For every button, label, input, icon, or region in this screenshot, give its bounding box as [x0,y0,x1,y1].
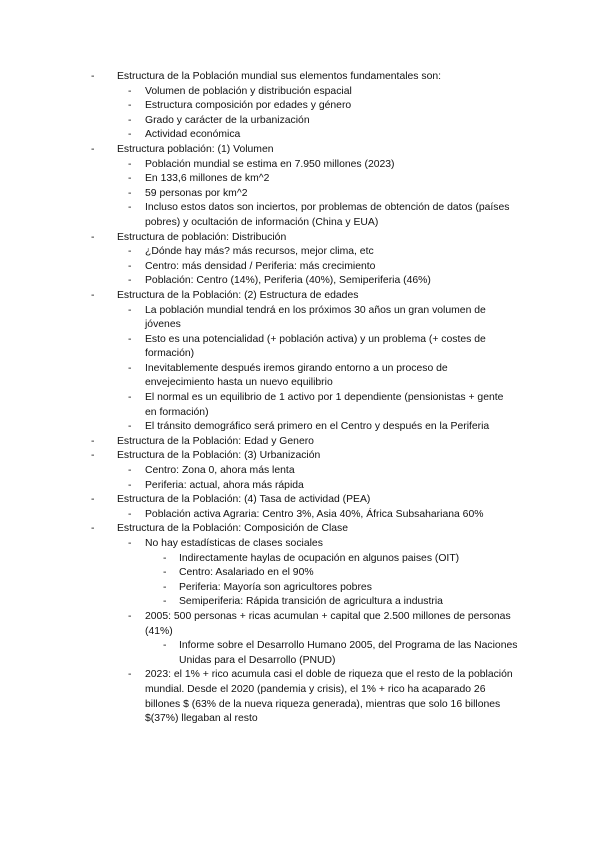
list-item [0,552,519,567]
list-item-text: - Estructura población: (1) Volumen [117,143,274,155]
sub-list [117,245,517,289]
list-item-text: - Semiperiferia: Rápida transición de agricultura a industria [179,596,443,608]
list-item-text: - Volumen de población y distribución espacial [145,85,352,97]
list-item [0,70,517,143]
list-item-text: - 59 personas por km^2 [145,187,248,199]
list-item [0,537,515,610]
list-item [0,391,515,420]
list-item-text: - ¿Dónde hay más? más recursos, mejor clima, etc [145,246,374,258]
list-item-text: - Esto es una potencialidad (+ población activa) y un problema (+ costes de formación) [145,333,486,360]
list-item-text: - Estructura de la Población mundial sus elementos fundamentales son: [117,71,442,82]
list-item-text: - No hay estadísticas de clases sociales [145,538,323,549]
list-item [0,435,517,450]
list-item-text: - Estructura composición por edades y género [145,100,352,112]
sub-list [145,552,515,610]
list-item [0,464,515,479]
list-item [0,479,515,494]
list-item [0,449,517,493]
list-item [0,362,515,391]
sub-list [117,537,517,727]
list-item [0,85,515,100]
list-item-text: - Indirectamente haylas de ocupación en algunos paises (OIT) [179,552,460,564]
list-item [0,610,518,668]
list-item-text: - Estructura de población: Distribución [117,231,287,243]
list-item-text: - 2023: el 1% + rico acumula casi el doble de riqueza que el resto de la población mundial. Desde el 2020 (pandemia y crisis), el 1% + rico ha acaparado 26 billones $ (63% de la nueva riqueza generada), mientras que solo 16 billones $(37%) llegaban al resto [145,669,513,725]
list-item [0,493,517,522]
list-item [0,304,515,333]
list-item-text: - Actividad económica [145,129,241,141]
list-item-text: - Inevitablemente después iremos girando entorno a un proceso de envejecimiento hasta un nuevo equilibrio [145,362,448,389]
list-item-text: - En 133,6 millones de km^2 [145,173,270,185]
list-item-text: - Estructura de la Población: (4) Tasa de actividad (PEA) [117,494,371,506]
list-item [0,172,515,187]
list-item [0,99,515,114]
list-item [0,245,515,260]
list-item-text: - Población: Centro (14%), Periferia (40%), Semiperiferia (46%) [145,275,431,287]
list-item-text: - Periferia: actual, ahora más rápida [145,479,304,491]
list-item-text: - Periferia: Mayoría son agricultores pobres [179,581,372,593]
list-item [0,333,515,362]
sub-list [117,304,517,435]
list-item [0,143,517,231]
list-item-text: - Estructura de la Población: Edad y Genero [117,435,314,447]
list-item [0,595,519,610]
list-item [0,289,517,435]
list-item [0,158,515,173]
list-item [0,114,515,129]
list-item [0,566,519,581]
sub-list [117,85,517,143]
list-item [0,420,515,435]
document-page [0,70,600,727]
list-item-text: - Población activa Agraria: Centro 3%, Asia 40%, África Subsahariana 60% [145,508,484,520]
list-item [0,128,515,143]
list-item [0,187,515,202]
list-item-text: - Incluso estos datos son inciertos, por problemas de obtención de datos (países pobres) y ocultación de información (China y EUA) [145,202,510,228]
list-item [0,522,517,726]
list-item-text: - Centro: Asalariado en el 90% [179,567,314,579]
list-item [0,581,519,596]
list-item-text: - Estructura de la Población: (3) Urbanización [117,450,321,462]
list-item-text: - Estructura de la Población: Composición de Clase [117,523,349,535]
list-item [0,639,519,668]
sub-list [145,639,518,668]
list-item-text: - La población mundial tendrá en los próximos 30 años un gran volumen de jóvenes [145,304,486,331]
sub-list [117,158,517,231]
list-item [0,668,515,726]
list-item [0,201,515,230]
list-item-text: - El normal es un equilibrio de 1 activo por 1 dependiente (pensionistas + gente en formación) [145,392,504,418]
list-item-text: - Centro: más densidad / Periferia: más crecimiento [145,260,376,272]
list-item [0,274,515,289]
list-item-text: - Centro: Zona 0, ahora más lenta [145,465,295,477]
list-item-text: - El tránsito demográfico será primero en el Centro y después en la Periferia [145,421,490,433]
list-item-text: - Informe sobre el Desarrollo Humano 2005, del Programa de las Naciones Unidas para el Desarrollo (PNUD) [179,640,518,666]
outline-list [0,70,600,727]
list-item-text: - 2005: 500 personas + ricas acumulan + capital que 2.500 millones de personas (41%) [145,610,511,637]
list-item-text: - Población mundial se estima en 7.950 millones (2023) [145,158,395,170]
list-item-text: - Grado y carácter de la urbanización [145,114,310,126]
list-item [0,260,515,275]
list-item [0,231,517,289]
sub-list [117,464,517,493]
list-item [0,508,515,523]
sub-list [117,508,517,523]
list-item-text: - Estructura de la Población: (2) Estructura de edades [117,289,359,301]
